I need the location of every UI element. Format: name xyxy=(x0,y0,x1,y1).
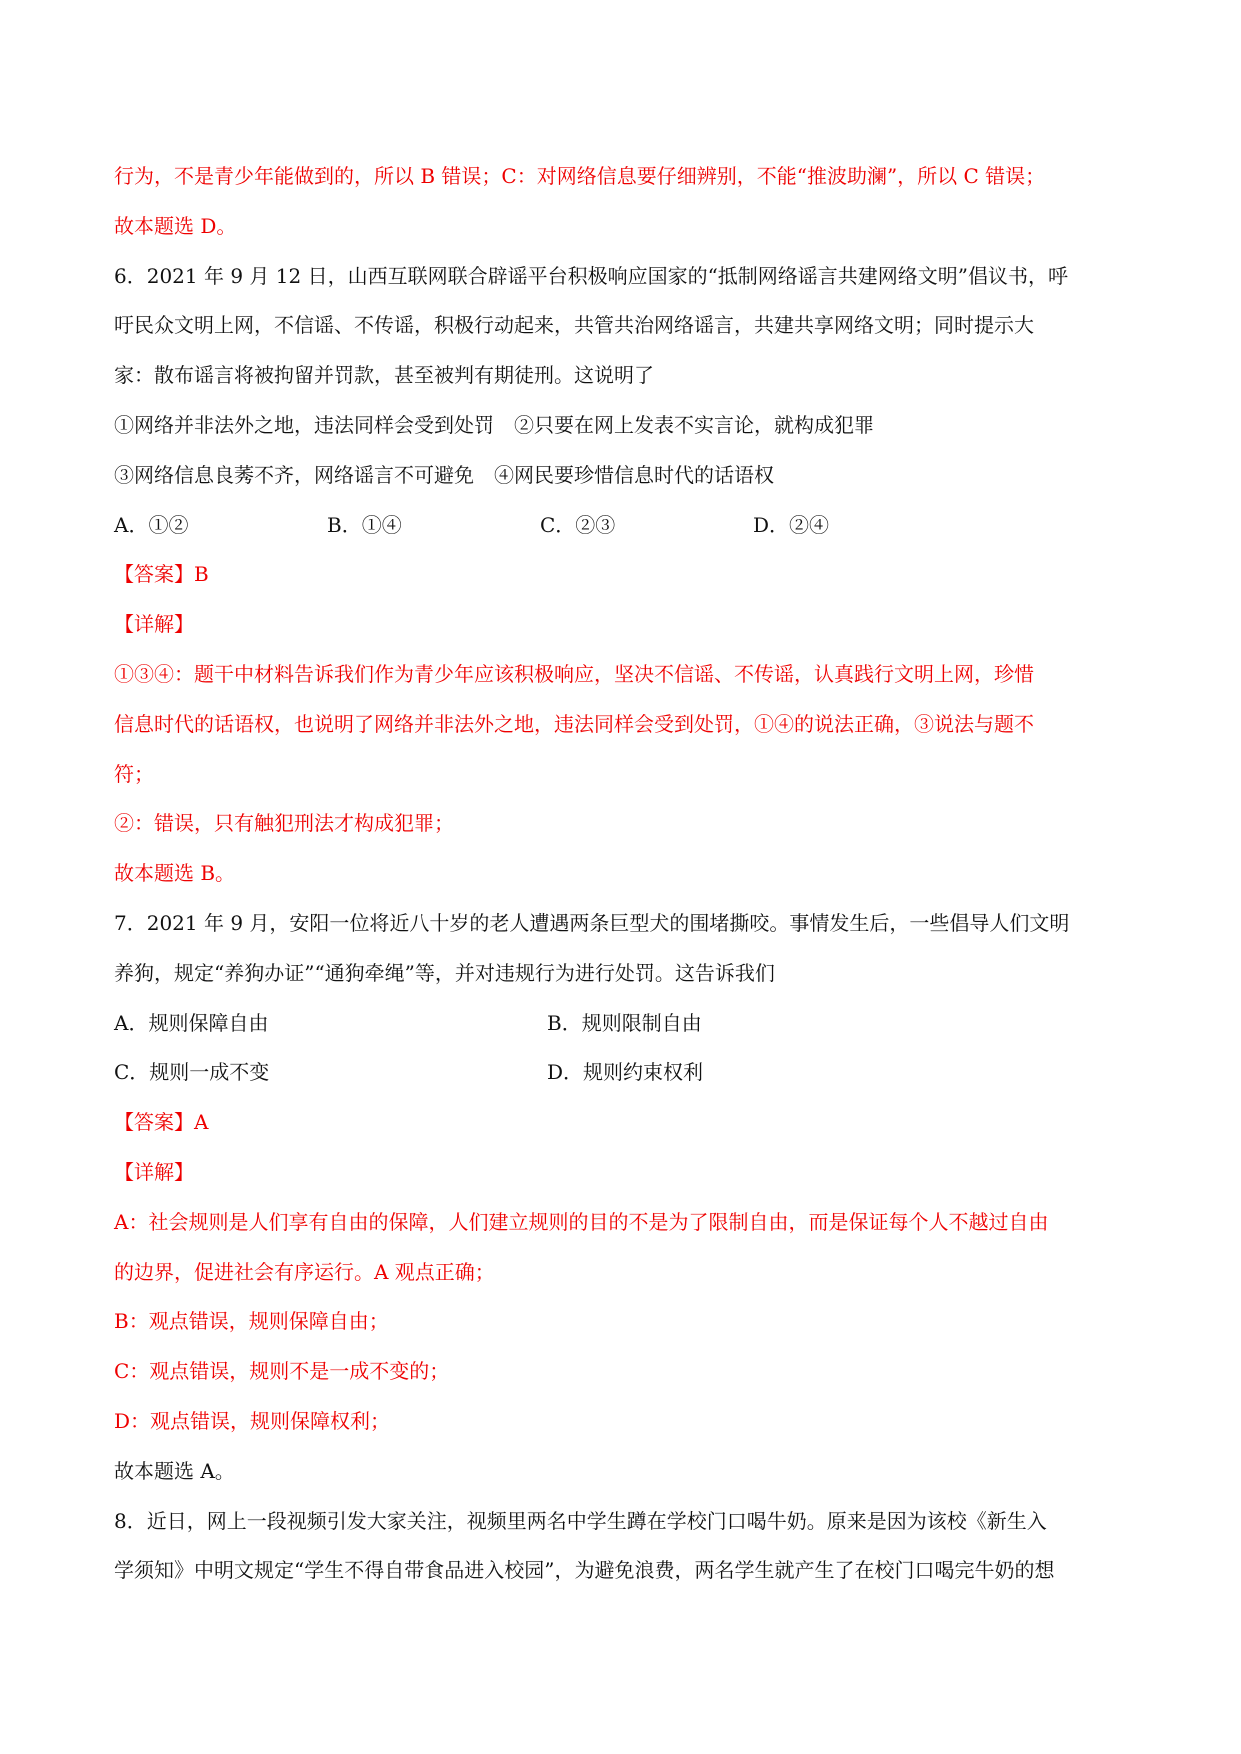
q7-options-row-2 xyxy=(114,1048,1128,1098)
q7-options-row-1 xyxy=(114,999,1128,1049)
q7-stem-line-1: 7．2021 年 9 月，安阳一位将近八十岁的老人遭遇两条巨型犬的围堵撕咬。事情发生后，一些倡导人们文明 xyxy=(114,910,1070,935)
q6-explanation-1: ①③④：题干中材料告诉我们作为青少年应该积极响应，坚决不信谣、不传谣，认真践行文明上网，珍惜 xyxy=(114,661,1034,686)
q6-stem-line-1: 6．2021 年 9 月 12 日，山西互联网联合辟谣平台积极响应国家的“抵制网络谣言共建网络文明”倡议书，呼 xyxy=(114,263,1069,288)
document-page xyxy=(114,152,1128,1596)
q7-option-d: D．规则约束权利 xyxy=(547,1060,704,1085)
q7-explanation-2: 的边界，促进社会有序运行。A 观点正确； xyxy=(114,1259,495,1284)
q6-stem-line-2: 吁民众文明上网，不信谣、不传谣，积极行动起来，共管共治网络谣言，共建共享网络文明；同时提示大 xyxy=(114,313,1034,338)
q6-explanation-3: 符； xyxy=(114,761,154,786)
q6-answer: 【答案】B xyxy=(114,562,209,587)
q7-option-a: A．规则保障自由 xyxy=(114,1010,269,1035)
prev-explanation-line: 行为，不是青少年能做到的，所以 B 错误；C：对网络信息要仔细辨别，不能“推波助澜”，所以 C 错误； xyxy=(114,164,1046,188)
q7-conclusion: 故本题选 A。 xyxy=(114,1458,235,1483)
prev-conclusion: 故本题选 D。 xyxy=(114,213,237,238)
q8-stem-line-2: 学须知》中明文规定“学生不得自带食品进入校园”，为避免浪费，两名学生就产生了在校门口喝完牛奶的想 xyxy=(114,1558,1055,1583)
q6-statement-2: ③网络信息良莠不齐，网络谣言不可避免 ④网民要珍惜信息时代的话语权 xyxy=(114,462,774,487)
q6-option-c: C．②③ xyxy=(540,512,616,537)
q7-answer: 【答案】A xyxy=(114,1110,209,1135)
q7-explanation-5: D：观点错误，规则保障权利； xyxy=(114,1408,391,1433)
q6-detail-label: 【详解】 xyxy=(114,612,194,637)
q7-option-c: C．规则一成不变 xyxy=(114,1060,270,1085)
q7-stem-line-2: 养狗，规定“养狗办证”“通狗牵绳”等，并对违规行为进行处罚。这告诉我们 xyxy=(114,960,775,985)
q7-explanation-3: B：观点错误，规则保障自由； xyxy=(114,1309,389,1334)
q6-options xyxy=(114,501,1128,551)
q6-explanation-4: ②：错误，只有触犯刑法才构成犯罪； xyxy=(114,811,454,836)
q6-stem-line-3: 家：散布谣言将被拘留并罚款，甚至被判有期徒刑。这说明了 xyxy=(114,363,654,388)
q8-stem-line-1: 8．近日，网上一段视频引发大家关注，视频里两名中学生蹲在学校门口喝牛奶。原来是因为该校《新生入 xyxy=(114,1508,1047,1533)
q6-explanation-2: 信息时代的话语权，也说明了网络并非法外之地，违法同样会受到处罚，①④的说法正确，③说法与题不 xyxy=(114,711,1034,736)
q6-option-d: D．②④ xyxy=(753,512,830,537)
q6-statement-1: ①网络并非法外之地，违法同样会受到处罚 ②只要在网上发表不实言论，就构成犯罪 xyxy=(114,412,874,437)
q7-detail-label: 【详解】 xyxy=(114,1159,194,1184)
q7-option-b: B．规则限制自由 xyxy=(547,1010,702,1035)
q6-option-a: A．①② xyxy=(114,512,189,537)
q6-conclusion: 故本题选 B。 xyxy=(114,861,236,886)
q6-option-b: B．①④ xyxy=(327,512,402,537)
q7-explanation-4: C：观点错误，规则不是一成不变的； xyxy=(114,1359,450,1384)
q7-explanation-1: A：社会规则是人们享有自由的保障，人们建立规则的目的不是为了限制自由，而是保证每个人不越过自由 xyxy=(114,1209,1049,1234)
